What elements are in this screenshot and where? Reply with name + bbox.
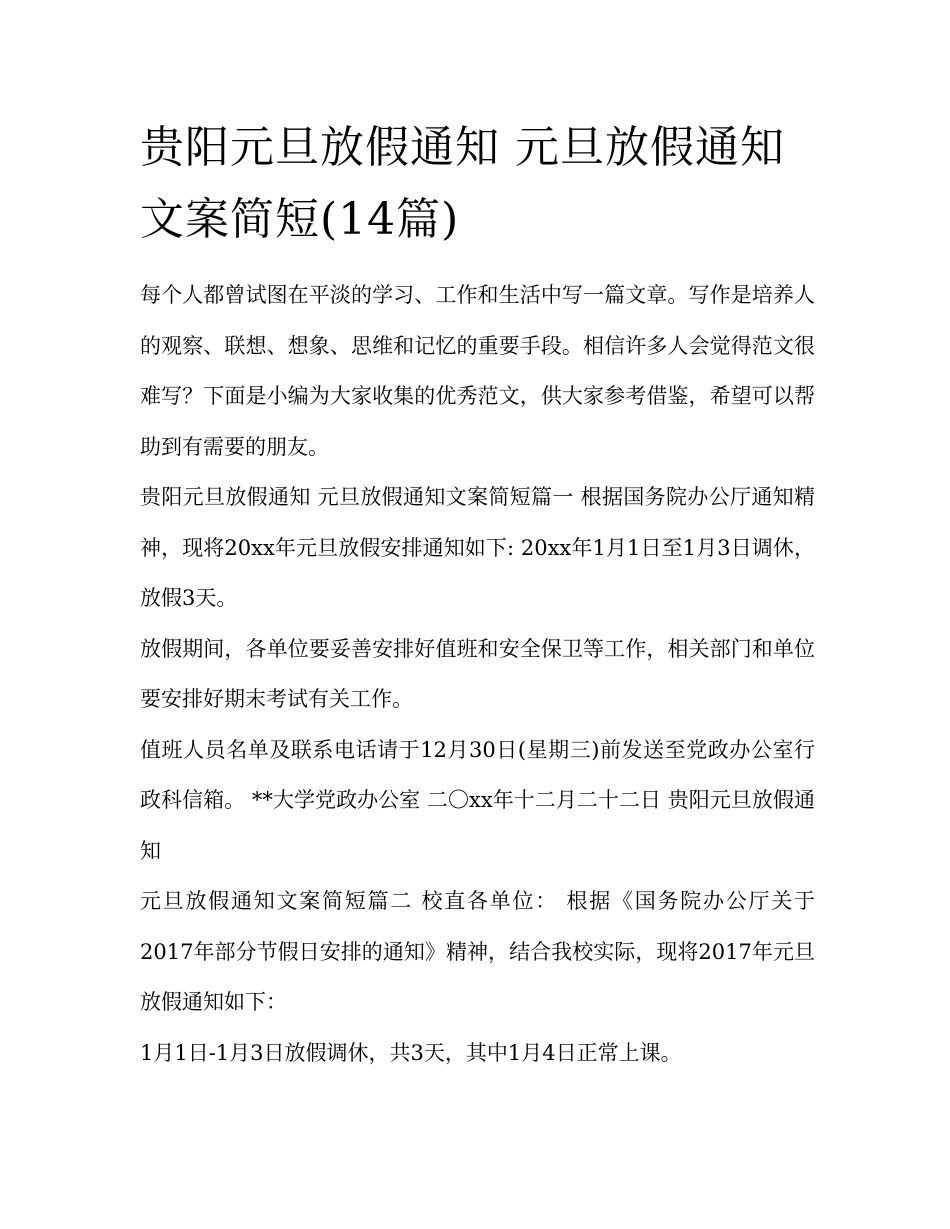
paragraph-notice-one: 贵阳元旦放假通知 元旦放假通知文案简短篇一 根据国务院办公厅通知精神，现将20xx年元旦放假安排通知如下: 20xx年1月1日至1月3日调休，放假3天。 — [140, 485, 815, 610]
paragraph-intro: 每个人都曾试图在平淡的学习、工作和生活中写一篇文章。写作是培养人的观察、联想、想象、思维和记忆的重要手段。相信许多人会觉得范文很难写？下面是小编为大家收集的优秀范文，供大家参考借鉴，希望可以帮助到有需要的朋友。 — [140, 283, 815, 459]
paragraph-notice-two: 元旦放假通知文案简短篇二 校直各单位： 根据《国务院办公厅关于2017年部分节假日安排的通知》精神，结合我校实际，现将2017年元旦放假通知如下： — [140, 889, 815, 1014]
paragraph-duty-arrangement: 放假期间，各单位要妥善安排好值班和安全保卫等工作，相关部门和单位要安排好期末考试有关工作。 — [140, 636, 815, 711]
paragraph-schedule: 1月1日-1月3日放假调休，共3天，其中1月4日正常上课。 — [140, 1040, 682, 1065]
paragraph-duty-contact: 值班人员名单及联系电话请于12月30日(星期三)前发送至党政办公室行政科信箱。 **大学党政办公室 二〇xx年十二月二十二日 贵阳元旦放假通知 — [140, 737, 815, 863]
document-body — [140, 112, 815, 1078]
document-title: 贵阳元旦放假通知 元旦放假通知文案简短(14篇) — [140, 122, 785, 245]
